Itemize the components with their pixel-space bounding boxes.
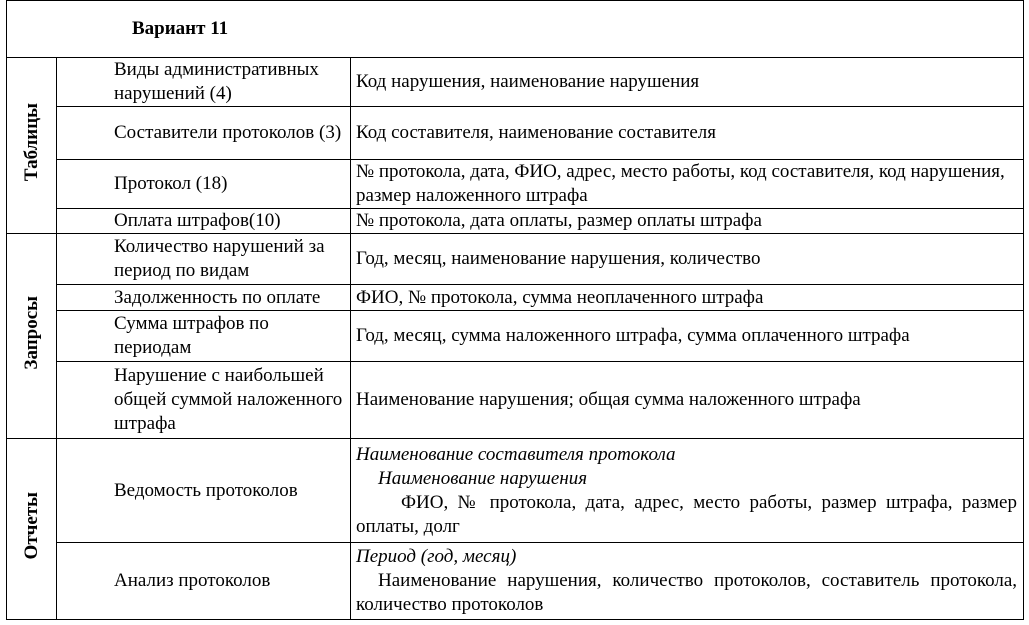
query-row (7, 285, 1024, 311)
report-group-level-1: Наименование составителя протокола (356, 443, 676, 465)
query-fields: Год, месяц, сумма наложенного штрафа, сумма оплаченного штрафа (351, 311, 1024, 362)
report-structure (351, 543, 1024, 620)
table-name: Протокол (18) (57, 160, 351, 209)
table-fields: Код нарушения, наименование нарушения (351, 58, 1024, 107)
report-name: Анализ протоколов (57, 543, 351, 620)
report-detail-fields: Наименование нарушения, количество протоколов, составитель протокола, количество протоколов (356, 570, 1017, 615)
group-label-reports: Отчеты (20, 491, 42, 560)
query-name: Количество нарушений за период по видам (57, 234, 351, 285)
group-label-queries: Запросы (20, 295, 42, 370)
query-row (7, 234, 1024, 285)
table-row (7, 209, 1024, 234)
variant-title: Вариант 11 (7, 1, 1024, 58)
report-detail-fields: ФИО, № протокола, дата, адрес, место работы, размер штрафа, размер оплаты, долг (356, 491, 1017, 537)
query-row (7, 311, 1024, 362)
variant-table (6, 0, 1024, 620)
group-cell-queries (7, 234, 57, 439)
query-row (7, 362, 1024, 439)
group-label-tables: Таблицы (20, 102, 42, 182)
query-fields: Наименование нарушения; общая сумма наложенного штрафа (351, 362, 1024, 439)
query-name: Задолженность по оплате (57, 285, 351, 311)
query-fields: Год, месяц, наименование нарушения, количество (351, 234, 1024, 285)
table-row (7, 58, 1024, 107)
table-name: Оплата штрафов(10) (57, 209, 351, 234)
report-name: Ведомость протоколов (57, 439, 351, 543)
report-group-level-2: Наименование нарушения (378, 467, 588, 489)
table-name: Виды административных нарушений (4) (57, 58, 351, 107)
table-fields: № протокола, дата, ФИО, адрес, место работы, код составителя, код нарушения, размер наложенного штрафа (351, 160, 1024, 209)
table-row (7, 107, 1024, 160)
variant-document (6, 0, 1023, 620)
report-row (7, 439, 1024, 543)
query-name: Сумма штрафов по периодам (57, 311, 351, 362)
title-row (7, 1, 1024, 58)
report-structure (351, 439, 1024, 543)
table-fields: Код составителя, наименование составителя (351, 107, 1024, 160)
table-name: Составители протоколов (3) (57, 107, 351, 160)
report-row (7, 543, 1024, 620)
table-row (7, 160, 1024, 209)
query-fields: ФИО, № протокола, сумма неоплаченного штрафа (351, 285, 1024, 311)
query-name: Нарушение с наибольшей общей суммой наложенного штрафа (57, 362, 351, 439)
report-group-level-1: Период (год, месяц) (356, 546, 517, 567)
group-cell-tables (7, 58, 57, 234)
table-fields: № протокола, дата оплаты, размер оплаты штрафа (351, 209, 1024, 234)
group-cell-reports (7, 439, 57, 620)
